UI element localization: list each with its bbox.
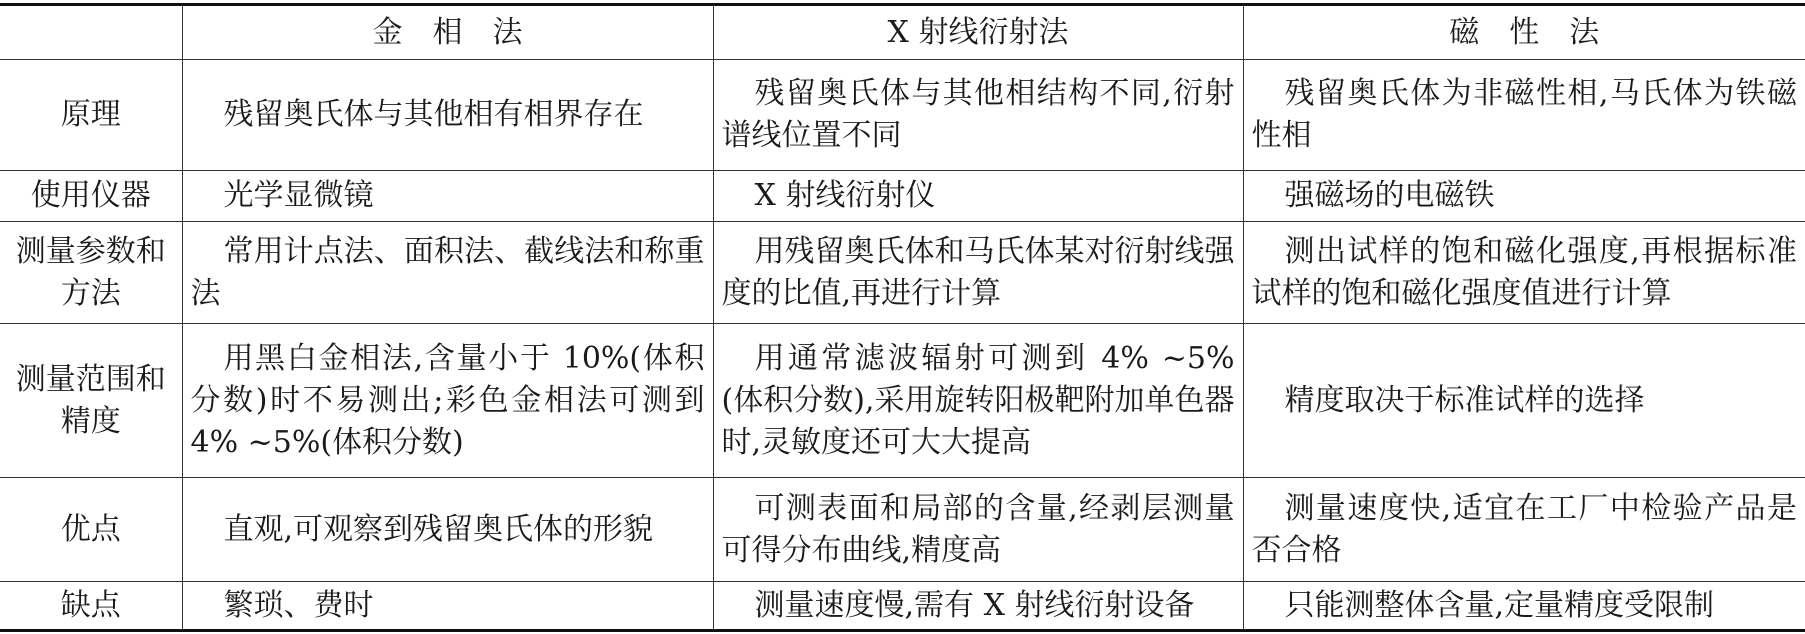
table-row [0, 171, 1805, 222]
table-cell: 测量速度快,适宜在工厂中检验产品是否合格 [1243, 478, 1805, 582]
table-cell: 光学显微镜 [182, 171, 713, 222]
table-row [0, 324, 1805, 478]
table-cell: 测量速度慢,需有 X 射线衍射设备 [713, 582, 1243, 631]
table-row [0, 60, 1805, 171]
table-cell: 残留奥氏体为非磁性相,马氏体为铁磁性相 [1243, 60, 1805, 171]
table-row [0, 222, 1805, 324]
column-header-metallography: 金 相 法 [182, 5, 713, 60]
table-cell: 精度取决于标准试样的选择 [1243, 324, 1805, 478]
comparison-table [0, 3, 1805, 632]
row-header-disadvantages: 缺点 [0, 582, 182, 631]
row-header-instrument: 使用仪器 [0, 171, 182, 222]
table-cell: 强磁场的电磁铁 [1243, 171, 1805, 222]
corner-cell [0, 5, 182, 60]
table-cell: 只能测整体含量,定量精度受限制 [1243, 582, 1805, 631]
column-header-magnetic: 磁 性 法 [1243, 5, 1805, 60]
table-cell: 直观,可观察到残留奥氏体的形貌 [182, 478, 713, 582]
table-cell: 可测表面和局部的含量,经剥层测量可得分布曲线,精度高 [713, 478, 1243, 582]
table-row [0, 582, 1805, 631]
table-cell: X 射线衍射仪 [713, 171, 1243, 222]
row-header-principle: 原理 [0, 60, 182, 171]
table-cell: 测出试样的饱和磁化强度,再根据标准试样的饱和磁化强度值进行计算 [1243, 222, 1805, 324]
table-cell: 繁琐、费时 [182, 582, 713, 631]
header-row [0, 5, 1805, 60]
row-header-advantages: 优点 [0, 478, 182, 582]
table-cell: 残留奥氏体与其他相结构不同,衍射谱线位置不同 [713, 60, 1243, 171]
table-cell: 用通常滤波辐射可测到 4% ~5%(体积分数),采用旋转阳极靶附加单色器时,灵敏度还可大大提高 [713, 324, 1243, 478]
row-header-range: 测量范围和精度 [0, 324, 182, 478]
table-cell: 用黑白金相法,含量小于 10%(体积分数)时不易测出;彩色金相法可测到 4% ~5%(体积分数) [182, 324, 713, 478]
column-header-xray: X 射线衍射法 [713, 5, 1243, 60]
table-cell: 用残留奥氏体和马氏体某对衍射线强度的比值,再进行计算 [713, 222, 1243, 324]
row-header-method: 测量参数和方法 [0, 222, 182, 324]
table-cell: 残留奥氏体与其他相有相界存在 [182, 60, 713, 171]
table-cell: 常用计点法、面积法、截线法和称重法 [182, 222, 713, 324]
table-row [0, 478, 1805, 582]
